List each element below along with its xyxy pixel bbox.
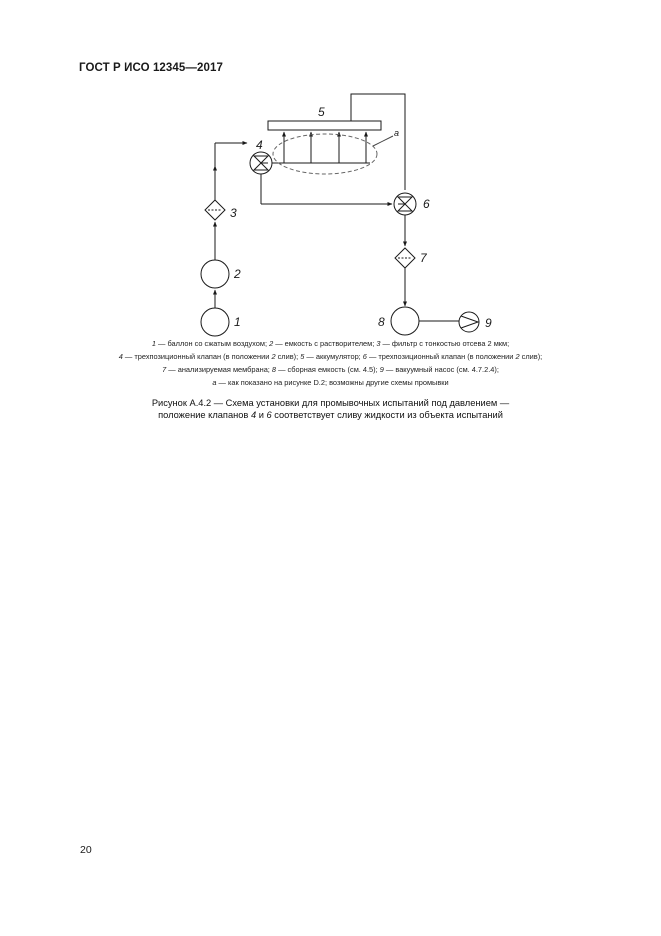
caption-line-1: Рисунок А.4.2 — Схема установки для промывочных испытаний под давлением — [151,398,510,408]
bypass-line [351,94,405,190]
legend-text: — сборная емкость (см. 4.5); [276,365,380,374]
label-a: a [394,128,400,138]
label-6: 6 [423,197,430,211]
label-8: 8 [378,315,385,329]
legend-text: — анализируемая мембрана; [166,365,272,374]
legend-line-1 [70,337,591,350]
legend-num: 5 [300,352,305,361]
legend-num: 7 [162,365,167,374]
legend-line-4 [70,376,591,389]
caption-text: положение клапанов [158,410,251,420]
legend-num: 2 [271,352,276,361]
label-9: 9 [485,316,492,330]
collection-tank-8 [391,307,419,335]
legend-text: слив); [275,352,301,361]
legend-num: 2 [269,339,274,348]
legend-num: 9 [379,365,384,374]
legend-line-2 [70,350,591,363]
legend-text: — фильтр с тонкостью отсева 2 мкм; [380,339,510,348]
legend-text: — как показано на рисунке D.2; возможны другие схемы промывки [216,378,449,387]
figure-caption [70,397,591,421]
air-cylinder-1 [201,308,229,336]
document-header: ГОСТ Р ИСО 12345—2017 [79,62,224,74]
legend-num: а [212,378,217,387]
legend-num: 2 [515,352,520,361]
legend-num: 3 [376,339,381,348]
legend-text: — аккумулятор; [304,352,363,361]
legend-text: — емкость с растворителем; [273,339,377,348]
legend-num: 6 [362,352,367,361]
legend-num: 1 [151,339,156,348]
solvent-tank-2 [201,260,229,288]
legend-text: — баллон со сжатым воздухом; [155,339,270,348]
legend-text: — трехпозиционный клапан (в положении [366,352,516,361]
page-number: 20 [80,844,92,856]
label-3: 3 [230,206,237,220]
legend-text: — трехпозиционный клапан (в положении [122,352,272,361]
detail-a-ellipse [273,134,377,174]
caption-line-2 [70,409,591,421]
caption-num: 4 [250,410,257,420]
accumulator-5 [268,121,381,130]
legend-text: слив); [519,352,543,361]
label-4: 4 [256,138,263,152]
label-1: 1 [234,315,241,329]
caption-text: и [256,410,267,420]
label-2: 2 [234,267,241,281]
caption-text: соответствует сливу жидкости из объекта испытаний [271,410,503,420]
vacuum-pump-9 [459,312,479,332]
legend-line-3 [70,363,591,376]
legend-text: — вакуумный насос (см. 4.7.2.4); [383,365,499,374]
legend [70,337,591,389]
legend-num: 4 [118,352,123,361]
label-5: 5 [318,105,325,119]
legend-num: 8 [271,365,277,374]
flow-diagram [0,0,661,360]
label-7: 7 [420,251,427,265]
caption-num: 6 [266,410,272,420]
